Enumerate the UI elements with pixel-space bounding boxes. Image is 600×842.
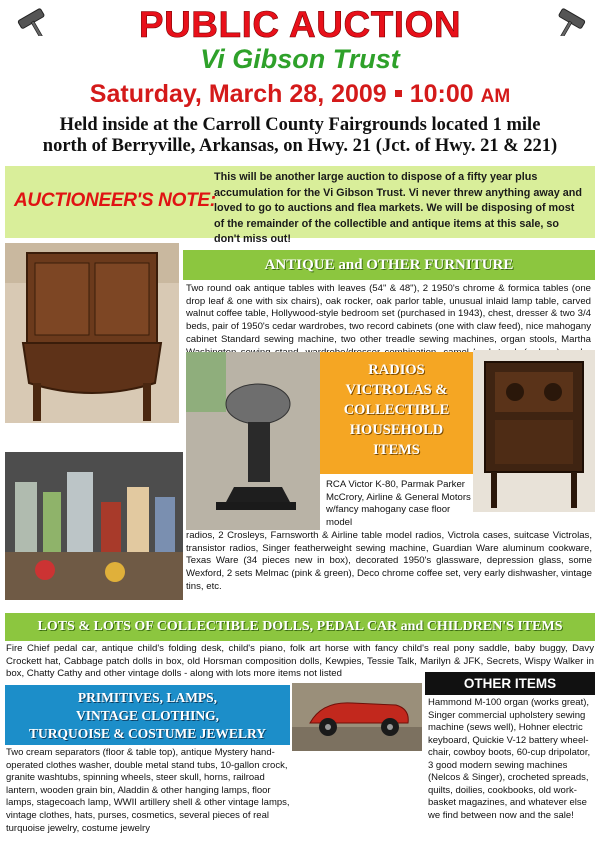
- primitives-text: Two cream separators (floor & table top), antique Mystery hand-operated clothes washer, double metal stand tubs, 10-gallon crock, granite washtubs, spinning wheels, steer skull, horns, railroad lantern, wooden grain bin, Aladdin & other hanging lamps, floor lamps, stagecoach lamp, WWII artillery shell & other vintage lamps, vintage clothes, hats, purses, cosmetics, several pieces of real turquoise jewelry, costume jewelry: [6, 747, 290, 834]
- radios-heading: [320, 352, 473, 474]
- location-text: [10, 115, 590, 157]
- radios-heading-line: RADIOS: [368, 362, 425, 378]
- trust-name: Vi Gibson Trust: [200, 44, 400, 74]
- glassware-photo: [5, 452, 183, 600]
- bullet-separator: [395, 90, 402, 97]
- auctioneer-note-label: AUCTIONEER'S NOTE:: [14, 190, 216, 211]
- dolls-heading: LOTS & LOTS OF COLLECTIBLE DOLLS, PEDAL CAR and CHILDREN'S ITEMS: [5, 613, 595, 641]
- primitives-heading: [5, 685, 290, 745]
- radio-cabinet-photo: [473, 350, 595, 512]
- dolls-text: Fire Chief pedal car, antique child's folding desk, child's piano, folk art horse with fancy child's real pony saddle, baby buggy, Davy Crockett hat, Cabbage patch dolls in box, old Horsman composition dolls, Kewpies, Tessie Talk, Marilyn & JFK, Secrets, Wispy Walker in box, Chatty Cathy and other vintage dolls - along with lots more items not listed: [6, 643, 594, 680]
- furniture-heading: ANTIQUE and OTHER FURNITURE: [183, 250, 595, 280]
- auction-date: [0, 80, 600, 109]
- furniture-text: Two round oak antique tables with leaves (54" & 48"), 2 1950's chrome & formica tables (one drop leaf & one with six chairs), oak rocker, oak parlor table, unusual inlaid lamp table, carved walnut coffee table, Hollywood-style bedroom set (purchased in 1943), chest, dresser & two 3/4 beds, pair of 1950's cedar wardrobes, two record cabinets (one with claw feed), nice mahogany cabinet Standard sewing machine, two other treadle sewing machines, organ stools, Martha: [186, 283, 591, 345]
- radios-heading-line: ITEMS: [373, 442, 420, 458]
- date-text: Saturday, March 28, 2009: [89, 80, 387, 108]
- primitives-heading-line: PRIMITIVES, LAMPS,: [77, 690, 218, 705]
- location-line-2: north of Berryville, Arkansas, on Hwy. 21 (Jct. of Hwy. 21 & 221): [42, 136, 558, 156]
- radios-heading-line: COLLECTIBLE: [343, 402, 450, 418]
- location-line-1: Held inside at the Carroll County Fairgrounds located 1 mile: [59, 115, 541, 135]
- radios-text-narrow: RCA Victor K-80, Parmak Parker McCrory, Airline & General Motors w/fancy mahogany case floor model: [326, 479, 471, 529]
- time-text: 10:00: [409, 80, 474, 108]
- cabinet-photo: [5, 243, 179, 423]
- radios-heading-line: VICTROLAS &: [345, 382, 448, 398]
- auction-title: PUBLIC AUCTION: [138, 4, 462, 45]
- radios-text-wide: radios, 2 Crosleys, Farnsworth & Airline table model radios, Victrola cases, suitcase Victrolas, transistor radios, Singer featherweight sewing machine, Guardian Ware aluminum cookware, Texas Ware (34 pieces new in box), decorated 1950's glassware, depression glass, some Wexford, 2 sets Melmac (pink & green), Deco chrome coffee set, very early dishwasher, vintage tins, etc.: [186, 530, 592, 592]
- primitives-heading-line: TURQUOISE & COSTUME JEWELRY: [29, 726, 266, 741]
- time-ampm: AM: [480, 86, 511, 107]
- pedal-car-photo: [292, 683, 422, 751]
- primitives-heading-line: VINTAGE CLOTHING,: [75, 708, 220, 723]
- sewing-machine-photo: [186, 352, 320, 530]
- radios-heading-line: HOUSEHOLD: [349, 422, 444, 438]
- other-items-heading: OTHER ITEMS: [425, 672, 595, 695]
- other-items-text: Hammond M-100 organ (works great), Singer commercial upholstery sewing machine (sews well), Hohner electric keyboard, Quickie V-12 battery wheel-chair, cowboy boots, 60-cup dripolator, 3 good modern sewing machines (Nelcos & Singer), crocheted spreads, quilts, doilies, cookbooks, old work-basket magazines, and whatever else we find between now and the sale!: [428, 697, 591, 821]
- auctioneer-note-text: This will be another large auction to dispose of a fifty year plus accumulation for the Vi Gibson Trust. Vi never threw anything away and loved to go to auctions and flea markets. We will be disposing of most of the remainder of the collectible and antique items at this sale, so don't miss out!: [214, 171, 582, 245]
